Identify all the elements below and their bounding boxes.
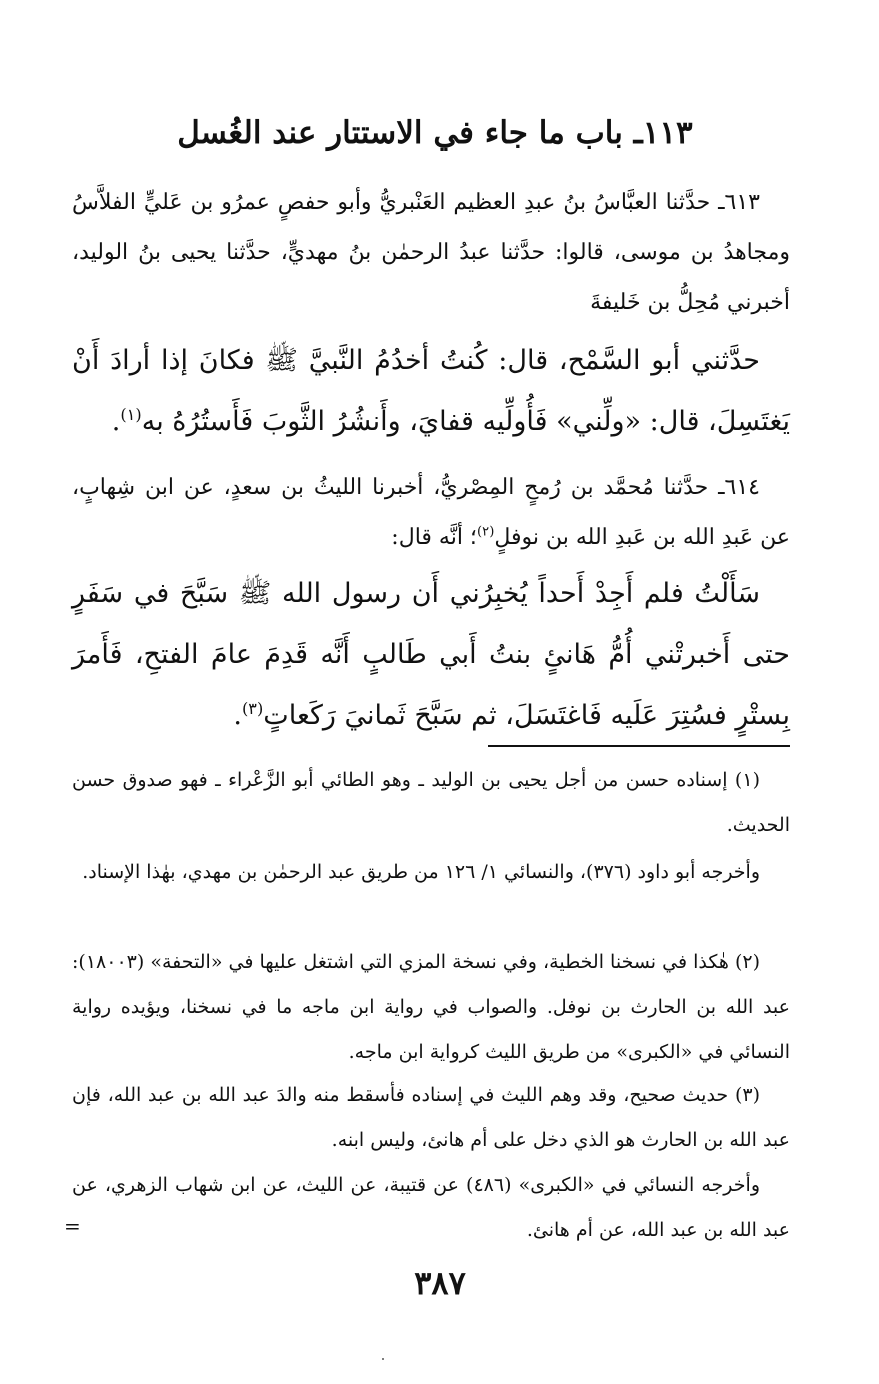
footnote-ref-1[interactable]: (١) xyxy=(120,405,142,424)
scan-speck xyxy=(382,1358,384,1360)
footnote-3-reference: وأخرجه النسائي في «الكبرى» (٤٨٦) عن قتيبة، عن الليث، عن ابن شهاب الزهري، عن عبد الله بن عبد الله، عن أم هانئ. xyxy=(72,1174,790,1241)
hadith-614-isnad-text: ٦١٤ـ حدَّثنا مُحمَّد بن رُمحٍ المِصْريُّ، أخبرنا الليثُ بن سعدٍ، عن ابن شِهابٍ، عن عَبدِ الله بن عَبدِ الله بن نوفلٍ xyxy=(72,475,790,550)
continuation-mark: = xyxy=(64,1214,81,1238)
hadith-614-matn-text: سَأَلْتُ فلم أَجِدْ أَحداً يُخبِرُني أَن رسول الله ﷺ سَبَّحَ في سَفَرٍ حتى أَخبرتْني أُمُّ هَانئٍ بنتُ أَبي طَالبٍ أَنَّه قَدِمَ عامَ الفتحِ، فَأَمرَ بِستْرٍ فسُتِرَ عَلَيه فَاغتَسَلَ، ثم سَبَّحَ ثَمانيَ رَكَعاتٍ xyxy=(72,578,790,731)
hadith-613-matn-text: حدَّثني أبو السَّمْح، قال: كُنتُ أخدُمُ النَّبيَّ ﷺ فكانَ إذا أرادَ أَنْ يَغتَسِلَ، قال: «ولِّني» فَأُولِّيه قفايَ، وأَنشُرُ الثَّوبَ فَأَستُرُهُ به xyxy=(72,345,790,437)
hadith-614-matn: سَأَلْتُ فلم أَجِدْ أَحداً يُخبِرُني أَن رسول الله ﷺ سَبَّحَ في سَفَرٍ حتى أَخبرتْني أُمُّ هَانئٍ بنتُ أَبي طَالبٍ أَنَّه قَدِمَ عامَ الفتحِ، فَأَمرَ بِستْرٍ فسُتِرَ عَلَيه فَاغتَسَلَ، ثم سَبَّحَ ثَمانيَ رَكَعاتٍ$^{(٣)}$. xyxy=(72,578,790,731)
footnote-ref-2[interactable]: (٢) xyxy=(476,524,495,540)
hadith-614-isnad-end: ؛ أنَّه قال: xyxy=(391,525,477,550)
chapter-title: ١١٣ـ باب ما جاء في الاستتار عند الغُسل xyxy=(177,115,693,151)
footnote-ref-3[interactable]: (٣) xyxy=(241,699,264,718)
hadith-614-isnad xyxy=(72,463,790,563)
footnote-1-reference: وأخرجه أبو داود (٣٧٦)، والنسائي ١/ ١٢٦ من طريق عبد الرحمٰن بن مهدي، بهٰذا الإسناد. xyxy=(82,861,760,883)
footnote-3: (٣) حديث صحيح، وقد وهم الليث في إسناده فأسقط منه والدَ عبد الله بن عبد الله، فإن عبد الله بن الحارث هو الذي دخل على أم هانئ، وليس ابنه. xyxy=(72,1084,790,1151)
footnote-separator xyxy=(488,745,790,747)
footnote-1: (١) إسناده حسن من أجل يحيى بن الوليد ـ وهو الطائي أبو الزَّعْراء ـ فهو صدوق حسن الحديث. xyxy=(72,769,790,836)
page-number: ٣٨٧ xyxy=(414,1264,466,1302)
hadith-613-isnad: ٦١٣ـ حدَّثنا العبَّاسُ بنُ عبدِ العظيم العَنْبريُّ وأبو حفصٍ عمرُو بن عَليٍّ الفلاَّسُ ومجاهدُ بن موسى، قالوا: حدَّثنا عبدُ الرحمٰن بنُ مهديٍّ، حدَّثنا يحيى بنُ الوليد، أخبرني مُحِلُّ بن خَليفةَ xyxy=(72,190,790,315)
footnote-2: (٢) هٰكذا في نسخنا الخطية، وفي نسخة المزي التي اشتغل عليها في «التحفة» (١٨٠٠٣): عبد الله بن الحارث بن نوفل. والصواب في رواية ابن ماجه ما في نسخنا، ويؤيده رواية النسائي في «الكبرى» من طريق الليث كرواية ابن ماجه. xyxy=(72,951,790,1063)
hadith-613-matn: حدَّثني أبو السَّمْح، قال: كُنتُ أخدُمُ النَّبيَّ ﷺ فكانَ إذا أرادَ أَنْ يَغتَسِلَ، قال: «ولِّني» فَأُولِّيه قفايَ، وأَنشُرُ الثَّوبَ فَأَستُرُهُ به$^{(١)}$. xyxy=(72,345,790,437)
